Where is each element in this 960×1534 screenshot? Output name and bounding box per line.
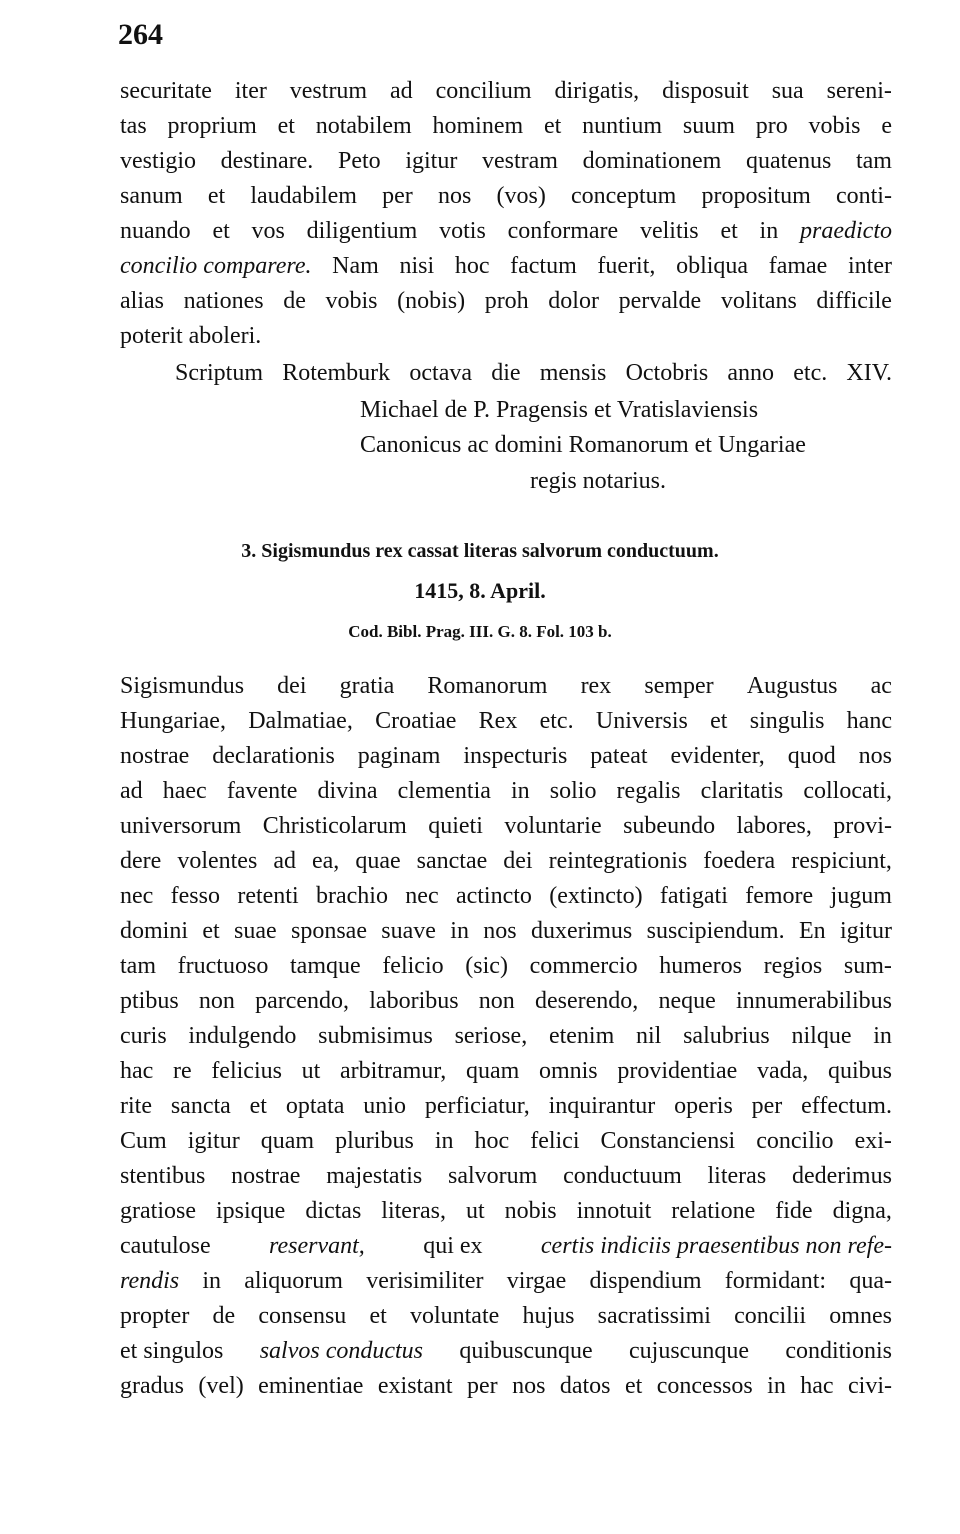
word: declarationis xyxy=(212,743,335,769)
signature-line: Michael de P. Pragensis et Vratislaviensis xyxy=(360,397,759,423)
word: voluntarie xyxy=(504,813,602,839)
italic-phrase: certis indiciis praesentibus non refe- xyxy=(540,1233,892,1259)
word: dominationem xyxy=(582,148,722,174)
word: sua xyxy=(771,78,804,104)
word: Christicolarum xyxy=(262,813,407,839)
word: ad xyxy=(273,848,296,874)
word: consensu xyxy=(258,1303,347,1329)
text-line xyxy=(120,1093,892,1120)
word: et singulos xyxy=(120,1338,224,1364)
word: etenim xyxy=(548,1023,615,1049)
word: fructuoso xyxy=(177,953,269,979)
word: felici xyxy=(530,1128,580,1154)
text-line xyxy=(120,743,892,770)
word: reintegrationis xyxy=(548,848,688,874)
word: et xyxy=(710,708,728,734)
text-line xyxy=(120,148,892,175)
word: ut xyxy=(301,1058,321,1084)
word: subeundo xyxy=(623,813,716,839)
word: non xyxy=(478,988,515,1014)
word: proh xyxy=(484,288,529,314)
word: dictas xyxy=(305,1198,362,1224)
word: Rotemburk xyxy=(282,360,391,386)
word: unio xyxy=(363,1093,406,1119)
word: arbitramur, xyxy=(339,1058,447,1084)
italic-word: concilio comparere. xyxy=(120,253,312,279)
word: hanc xyxy=(846,708,892,734)
word: datos xyxy=(559,1373,611,1399)
word: digna, xyxy=(832,1198,892,1224)
word: igitur xyxy=(839,918,892,944)
word: volentes xyxy=(177,848,258,874)
word: nuando xyxy=(120,218,191,244)
text-line xyxy=(120,253,892,280)
word: octava xyxy=(409,360,472,386)
text-line xyxy=(120,183,892,210)
word: neque xyxy=(658,988,716,1014)
word: nos xyxy=(483,918,517,944)
word: semper xyxy=(644,673,714,699)
word: diligentium xyxy=(306,218,418,244)
word: de xyxy=(212,1303,236,1329)
word: ipsique xyxy=(215,1198,286,1224)
word: ea, xyxy=(311,848,340,874)
word: ut xyxy=(465,1198,485,1224)
word: per xyxy=(466,1373,498,1399)
word: inter xyxy=(848,253,892,279)
word: ac xyxy=(870,673,892,699)
word: Augustus xyxy=(746,673,838,699)
word: majestatis xyxy=(326,1163,423,1189)
word: in xyxy=(202,1268,222,1294)
text-line xyxy=(120,1268,892,1295)
word: divina xyxy=(317,778,378,804)
word: nos xyxy=(437,183,472,209)
word: sancta xyxy=(170,1093,231,1119)
word: existant xyxy=(377,1373,453,1399)
text-line xyxy=(120,78,892,105)
word: singulis xyxy=(749,708,825,734)
word: solio xyxy=(549,778,597,804)
word: fesso xyxy=(170,883,220,909)
word: hoc xyxy=(454,253,490,279)
word: vestram xyxy=(481,148,558,174)
word: nobis xyxy=(504,1198,557,1224)
word: submisimus xyxy=(318,1023,433,1049)
word: literas xyxy=(707,1163,767,1189)
word: universorum xyxy=(120,813,242,839)
word: verisimiliter xyxy=(366,1268,484,1294)
word: retenti xyxy=(237,883,299,909)
word: laudabilem xyxy=(250,183,357,209)
document-heading: 3. Sigismundus rex cassat literas salvorum conductuum. xyxy=(241,540,719,562)
word: Sigismundus xyxy=(120,673,245,699)
word: vos xyxy=(251,218,285,244)
word: operis xyxy=(674,1093,733,1119)
word: volitans xyxy=(720,288,797,314)
word: literas, xyxy=(381,1198,446,1224)
word: etc. xyxy=(539,708,574,734)
word: salvorum xyxy=(447,1163,538,1189)
word: collocati, xyxy=(803,778,892,804)
word: clementia xyxy=(397,778,491,804)
word: dispendium xyxy=(589,1268,702,1294)
dateline xyxy=(175,360,892,387)
word: femore xyxy=(745,883,814,909)
text-line xyxy=(120,918,892,945)
word: salubrius xyxy=(683,1023,770,1049)
word: dere xyxy=(120,848,162,874)
word: difficile xyxy=(816,288,892,314)
word: nilque xyxy=(791,1023,852,1049)
word: famae xyxy=(768,253,828,279)
word: votis xyxy=(439,218,486,244)
word: tam xyxy=(855,148,892,174)
word: rex xyxy=(580,673,612,699)
word: propter xyxy=(120,1303,190,1329)
word: dolor xyxy=(548,288,599,314)
word: re xyxy=(172,1058,192,1084)
word: quieti xyxy=(428,813,483,839)
word: et xyxy=(369,1303,387,1329)
word: in xyxy=(873,1023,892,1049)
word: perficiatur, xyxy=(424,1093,530,1119)
word: nil xyxy=(636,1023,662,1049)
word: nec xyxy=(120,883,154,909)
word: (vos) xyxy=(496,183,546,209)
word: seriose, xyxy=(454,1023,528,1049)
word: in xyxy=(759,218,779,244)
word: et xyxy=(207,183,226,209)
word: nos xyxy=(512,1373,546,1399)
word: de xyxy=(283,288,306,314)
text-line xyxy=(120,1128,892,1155)
word: qui ex xyxy=(423,1233,483,1259)
word: tamque xyxy=(290,953,361,979)
word: effectum. xyxy=(801,1093,892,1119)
word: sanctae xyxy=(416,848,488,874)
word: nostrae xyxy=(120,743,190,769)
signature-line: Canonicus ac domini Romanorum et Ungariae xyxy=(360,432,806,458)
word: domini xyxy=(120,918,189,944)
page-number: 264 xyxy=(118,18,163,51)
word: Peto xyxy=(337,148,381,174)
word: quibus xyxy=(827,1058,892,1084)
word: obliqua xyxy=(676,253,749,279)
word: provi- xyxy=(833,813,892,839)
word: alias xyxy=(120,288,164,314)
word: vobis xyxy=(325,288,378,314)
word: in xyxy=(767,1373,786,1399)
word: inquirantur xyxy=(548,1093,656,1119)
word: dirigatis, xyxy=(554,78,640,104)
word: e xyxy=(881,113,892,139)
word: proprium xyxy=(167,113,257,139)
word: pro xyxy=(755,113,788,139)
word: nuntium xyxy=(582,113,663,139)
word: exi- xyxy=(854,1128,892,1154)
italic-word: rendis xyxy=(120,1268,180,1294)
word: concilii xyxy=(734,1303,807,1329)
word: velitis xyxy=(639,218,699,244)
word: ptibus xyxy=(120,988,179,1014)
word: sacratissimi xyxy=(597,1303,711,1329)
word: et xyxy=(249,1093,267,1119)
signature-line: regis notarius. xyxy=(530,468,666,494)
document-source: Cod. Bibl. Prag. III. G. 8. Fol. 103 b. xyxy=(348,622,612,641)
word: et xyxy=(277,113,295,139)
word: sponsae xyxy=(290,918,367,944)
word: factum xyxy=(510,253,577,279)
text-line xyxy=(120,778,892,805)
word: qua- xyxy=(849,1268,892,1294)
word: et xyxy=(720,218,738,244)
word: Croatiae xyxy=(375,708,457,734)
word: hac xyxy=(800,1373,834,1399)
text-line xyxy=(120,708,892,735)
word: curis xyxy=(120,1023,167,1049)
word: gradus xyxy=(120,1373,184,1399)
word: Octobris xyxy=(625,360,709,386)
text-line xyxy=(120,1338,892,1365)
word: fatigati xyxy=(659,883,728,909)
word: vestrum xyxy=(289,78,368,104)
word: dederimus xyxy=(791,1163,892,1189)
word: evidenter, xyxy=(670,743,765,769)
word: deserendo, xyxy=(534,988,639,1014)
word: gratia xyxy=(339,673,395,699)
word: non xyxy=(198,988,235,1014)
word: (nobis) xyxy=(397,288,466,314)
word: pluribus xyxy=(335,1128,414,1154)
word: in xyxy=(450,918,469,944)
word: quibuscunque xyxy=(459,1338,593,1364)
word: regalis xyxy=(616,778,681,804)
word: formidant: xyxy=(724,1268,827,1294)
italic-word: praedicto xyxy=(800,218,892,244)
word: providentiae xyxy=(617,1058,738,1084)
word: foedera xyxy=(703,848,776,874)
word: fuerit, xyxy=(597,253,656,279)
word: ad xyxy=(120,778,143,804)
text-line xyxy=(120,1373,892,1400)
word: hoc xyxy=(474,1128,510,1154)
word: Universis xyxy=(595,708,688,734)
word: laboribus xyxy=(369,988,459,1014)
word: suave xyxy=(381,918,436,944)
word: indulgendo xyxy=(188,1023,297,1049)
word: hac xyxy=(120,1058,154,1084)
word: nos xyxy=(858,743,892,769)
word: nec xyxy=(405,883,439,909)
text-line xyxy=(120,1163,892,1190)
word: hujus xyxy=(522,1303,575,1329)
text-line xyxy=(120,218,892,245)
word: suae xyxy=(234,918,277,944)
word: (vel) xyxy=(198,1373,244,1399)
word: securitate xyxy=(120,78,212,104)
word: jugum xyxy=(830,883,892,909)
word: quatenus xyxy=(745,148,832,174)
word: Hungariae, xyxy=(120,708,226,734)
word: innumerabilibus xyxy=(736,988,892,1014)
word: conditionis xyxy=(785,1338,892,1364)
word: conti- xyxy=(835,183,892,209)
text-line xyxy=(120,113,892,140)
word: pervalde xyxy=(618,288,702,314)
word: commercio xyxy=(529,953,638,979)
word: vestigio xyxy=(120,148,196,174)
word: concilio xyxy=(756,1128,834,1154)
word: concilium xyxy=(435,78,532,104)
word: sum- xyxy=(843,953,892,979)
word: ad xyxy=(390,78,413,104)
word: tas xyxy=(120,113,147,139)
word: mensis xyxy=(539,360,607,386)
word: die xyxy=(491,360,521,386)
word: paginam xyxy=(357,743,441,769)
word: dei xyxy=(277,673,307,699)
word: conceptum xyxy=(571,183,677,209)
text-line: poterit aboleri. xyxy=(120,323,262,349)
word: conductuum xyxy=(563,1163,682,1189)
word: etc. xyxy=(793,360,828,386)
word: igitur xyxy=(187,1128,240,1154)
word: stentibus xyxy=(120,1163,206,1189)
word: Romanorum xyxy=(427,673,548,699)
text-line xyxy=(120,673,892,700)
text-line xyxy=(120,953,892,980)
word: virgae xyxy=(506,1268,567,1294)
word: rite xyxy=(120,1093,152,1119)
word: quam xyxy=(260,1128,315,1154)
word: hominem xyxy=(432,113,524,139)
word: quae xyxy=(355,848,401,874)
word: disposuit xyxy=(662,78,749,104)
word: iter xyxy=(234,78,267,104)
word: felicius xyxy=(211,1058,282,1084)
word: per xyxy=(751,1093,783,1119)
word: Dalmatiae, xyxy=(248,708,353,734)
word: in xyxy=(511,778,530,804)
word: cautulose xyxy=(120,1233,211,1259)
word: destinare. xyxy=(220,148,314,174)
word: et xyxy=(212,218,230,244)
word: duxerimus xyxy=(530,918,633,944)
word: conformare xyxy=(507,218,619,244)
word: nisi xyxy=(399,253,435,279)
word: (extincto) xyxy=(549,883,643,909)
word: voluntate xyxy=(409,1303,500,1329)
word: per xyxy=(382,183,413,209)
word: civi- xyxy=(848,1373,892,1399)
word: Nam xyxy=(332,253,379,279)
word: regios xyxy=(763,953,823,979)
word: et xyxy=(543,113,562,139)
word: quod xyxy=(787,743,836,769)
word: vobis xyxy=(808,113,861,139)
word: labores, xyxy=(736,813,812,839)
word: suum xyxy=(682,113,735,139)
word: En xyxy=(798,918,826,944)
word: et xyxy=(624,1373,643,1399)
word: in xyxy=(434,1128,454,1154)
word: suscipiendum. xyxy=(646,918,785,944)
text-line xyxy=(120,1198,892,1225)
word: actincto xyxy=(455,883,532,909)
word: cujuscunque xyxy=(629,1338,749,1364)
word: nostrae xyxy=(231,1163,301,1189)
text-line xyxy=(120,848,892,875)
word: fide xyxy=(775,1198,813,1224)
word: inspecturis xyxy=(463,743,568,769)
word: eminentiae xyxy=(258,1373,364,1399)
word: haec xyxy=(162,778,207,804)
word: igitur xyxy=(405,148,458,174)
italic-word: reservant, xyxy=(269,1233,365,1259)
word: innotuit xyxy=(576,1198,652,1224)
word: brachio xyxy=(315,883,388,909)
word: Constanciensi xyxy=(600,1128,736,1154)
word: relatione xyxy=(671,1198,756,1224)
word: sereni- xyxy=(826,78,892,104)
word: favente xyxy=(226,778,298,804)
word: XIV. xyxy=(846,360,892,386)
word: quam xyxy=(465,1058,520,1084)
text-line xyxy=(120,988,892,1015)
document-date: 1415, 8. April. xyxy=(414,578,546,603)
text-line xyxy=(120,1058,892,1085)
word: Scriptum xyxy=(175,360,263,386)
word: parcendo, xyxy=(255,988,350,1014)
word: et xyxy=(202,918,220,944)
word: aliquorum xyxy=(244,1268,343,1294)
word: omnes xyxy=(829,1303,892,1329)
word: vada, xyxy=(756,1058,809,1084)
word: Rex xyxy=(478,708,518,734)
text-line xyxy=(120,883,892,910)
word: gratiose xyxy=(120,1198,196,1224)
word: humeros xyxy=(659,953,742,979)
text-line xyxy=(120,1233,892,1260)
word: propositum xyxy=(701,183,811,209)
word: claritatis xyxy=(700,778,784,804)
text-line xyxy=(120,1303,892,1330)
italic-phrase: salvos conductus xyxy=(259,1338,423,1364)
word: respiciunt, xyxy=(791,848,892,874)
word: Cum xyxy=(120,1128,167,1154)
word: sanum xyxy=(120,183,183,209)
word: notabilem xyxy=(315,113,412,139)
word: concessos xyxy=(656,1373,753,1399)
text-line xyxy=(120,1023,892,1050)
word: omnis xyxy=(538,1058,598,1084)
word: dei xyxy=(503,848,533,874)
text-line xyxy=(120,288,892,315)
word: anno xyxy=(727,360,775,386)
word: optata xyxy=(285,1093,345,1119)
word: pateat xyxy=(590,743,648,769)
word: felicio xyxy=(382,953,444,979)
word: nationes xyxy=(183,288,264,314)
word: (sic) xyxy=(465,953,508,979)
text-line xyxy=(120,813,892,840)
word: tam xyxy=(120,953,156,979)
